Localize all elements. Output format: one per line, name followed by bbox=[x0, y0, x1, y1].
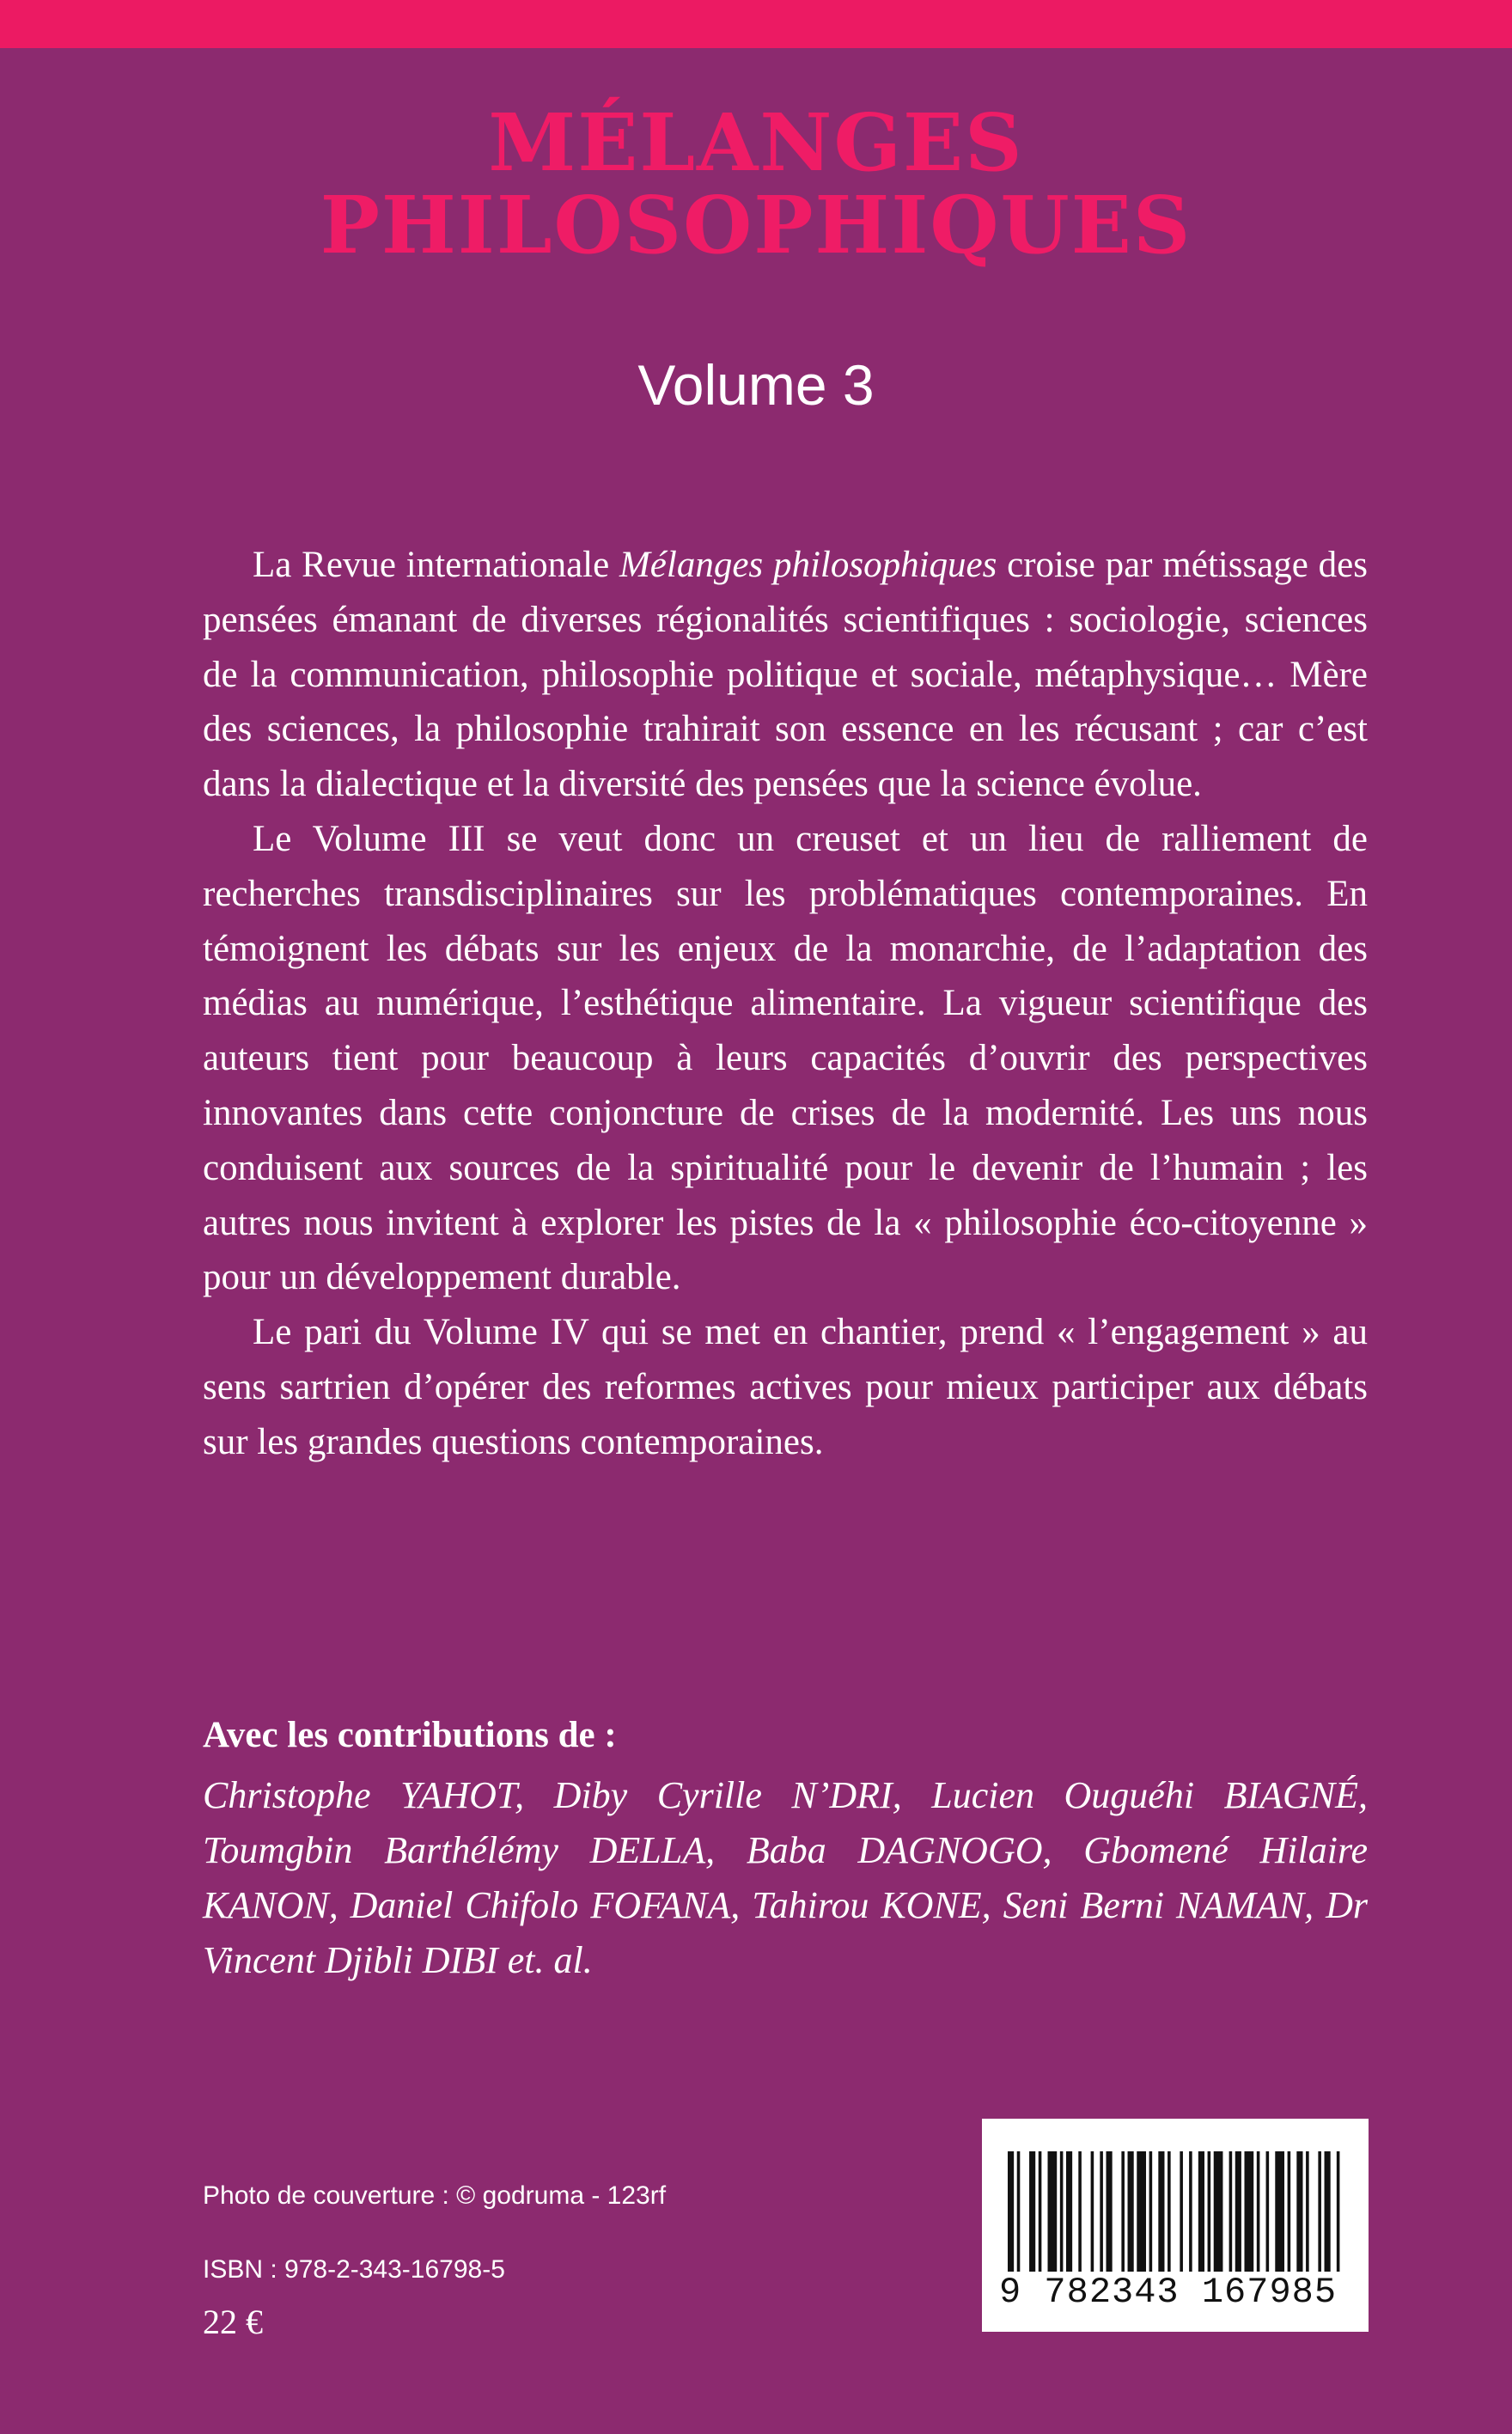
barcode bbox=[982, 2119, 1369, 2332]
barcode-bar bbox=[1017, 2151, 1021, 2272]
barcode-bar bbox=[1137, 2151, 1146, 2272]
barcode-bar bbox=[1214, 2151, 1223, 2272]
barcode-bar bbox=[1235, 2151, 1241, 2272]
summary-paragraph-3: Le pari du Volume IV qui se met en chantier, prend « l’engagement » au sens sartrien d’opérer des reformes actives pour mieux participer aux débats sur les grandes questions contemporaines. bbox=[203, 1312, 1368, 1462]
price-label: 22 € bbox=[203, 2303, 263, 2341]
barcode-bar bbox=[1029, 2151, 1035, 2272]
barcode-bar bbox=[1198, 2151, 1204, 2272]
top-accent-bar bbox=[0, 0, 1512, 48]
photo-credit: Photo de couverture : © godruma - 123rf bbox=[203, 2181, 667, 2210]
barcode-bar bbox=[1008, 2151, 1014, 2272]
book-title bbox=[0, 96, 1512, 271]
barcode-bar bbox=[1100, 2151, 1103, 2272]
barcode-bar bbox=[1048, 2151, 1058, 2272]
barcode-bar bbox=[1306, 2151, 1309, 2272]
barcode-bar bbox=[1158, 2151, 1164, 2272]
barcode-bar bbox=[1275, 2151, 1284, 2272]
barcode-bar bbox=[1245, 2151, 1254, 2272]
barcode-bar bbox=[1107, 2151, 1113, 2272]
barcode-bar bbox=[1060, 2151, 1064, 2272]
barcode-bar bbox=[1078, 2151, 1082, 2272]
barcode-digits: 9 782343 167985 bbox=[999, 2272, 1338, 2313]
title-line-1: MÉLANGES bbox=[488, 96, 1024, 189]
title-line-2: PHILOSOPHIQUES bbox=[320, 179, 1192, 271]
barcode-bar bbox=[1121, 2151, 1125, 2272]
isbn-text: ISBN : 978-2-343-16798-5 bbox=[203, 2255, 505, 2284]
barcode-bar bbox=[1337, 2151, 1340, 2272]
barcode-bar bbox=[1091, 2151, 1094, 2272]
contributors-heading: Avec les contributions de : bbox=[203, 1715, 617, 1755]
summary-text bbox=[203, 538, 1368, 1470]
barcode-bars bbox=[1008, 2151, 1343, 2272]
barcode-bar bbox=[1257, 2151, 1260, 2272]
barcode-bar bbox=[1039, 2151, 1042, 2272]
barcode-bar bbox=[1189, 2151, 1192, 2272]
summary-paragraph-1: La Revue internationale Mélanges philosophiques croise par métissage des pensées émanant de diverses régionalités scientifiques : sociologie, sciences de la communication, philosophie politique et sociale, métaphysique… Mère des sciences, la philosophie trahirait son essence en les récusant ; car c’est dans la dialectique et la diversité des pensées que la science évolue. bbox=[203, 545, 1368, 805]
volume-label: Volume 3 bbox=[637, 353, 875, 417]
contributors-list: Christophe YAHOT, Diby Cyrille N’DRI, Lucien Ouguéhi BIAGNÉ, Toumgbin Barthélémy DELLA, Baba DAGNOGO, Gbomené Hilaire KANON, Daniel Chifolo FOFANA, Tahirou KONE, Seni Berni NAMAN, Dr Vincent Djibli DIBI et. al. bbox=[203, 1774, 1368, 1981]
barcode-bar bbox=[1288, 2151, 1291, 2272]
journal-name: Mélanges philosophiques bbox=[619, 545, 997, 585]
summary-paragraph-2: Le Volume III se veut donc un creuset et un lieu de ralliement de recherches transdisciplinaires sur les problématiques contemporaines. En témoignent les débats sur les enjeux de la monarchie, de l’adaptation des médias au numérique, l’esthétique alimentaire. La vigueur scientifique des auteurs tient pour beaucoup à leurs capacités d’ouvrir des perspectives innovantes dans cette conjoncture de crises de la modernité. Les uns nous conduisent aux sources de la spiritualité pour le devenir de l’humain ; les autres nous invitent à explorer les pistes de la « philosophie éco-citoyenne » pour un développement durable. bbox=[203, 818, 1368, 1298]
barcode-bar bbox=[1066, 2151, 1072, 2272]
barcode-bar bbox=[1208, 2151, 1211, 2272]
barcode-bar bbox=[1128, 2151, 1134, 2272]
barcode-bar bbox=[1180, 2151, 1183, 2272]
barcode-bar bbox=[1229, 2151, 1233, 2272]
barcode-bar bbox=[1149, 2151, 1153, 2272]
barcode-bar bbox=[1325, 2151, 1331, 2272]
barcode-bar bbox=[1266, 2151, 1270, 2272]
barcode-bar bbox=[1318, 2151, 1321, 2272]
barcode-bar bbox=[1296, 2151, 1302, 2272]
barcode-bar bbox=[1168, 2151, 1171, 2272]
